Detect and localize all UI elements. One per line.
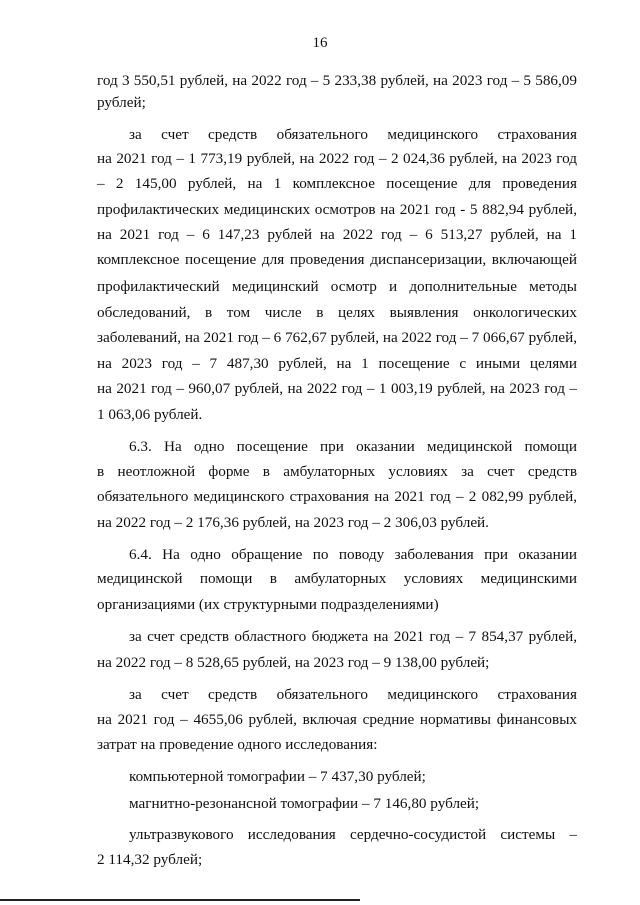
text-line-12: на 2023 год – 7 487,30 рублей, на 1 посещение с иными целями [97,355,577,372]
bottom-rule [0,899,360,901]
text-line-4: на 2021 год – 1 773,19 рублей, на 2022 год – 2 024,36 рублей, на 2023 год [97,150,577,167]
text-line-8: комплексное посещение для проведения диспансеризации, включающей [97,251,577,268]
text-line-10: обследований, в том числе в целях выявления онкологических [97,304,577,321]
text-line-27: компьютерной томографии – 7 437,30 рублей; [129,768,426,785]
text-line-15: 6.3. На одно посещение при оказании медицинской помощи [129,438,577,455]
text-line-5: – 2 145,00 рублей, на 1 комплексное посещение для проведения [97,175,577,192]
text-line-30: 2 114,32 рублей; [97,851,203,868]
text-line-3: за счет средств обязательного медицинского страхования [129,126,577,143]
text-line-25: на 2021 год – 4655,06 рублей, включая средние нормативы финансовых [97,711,577,728]
text-line-9: профилактический медицинский осмотр и дополнительные методы [97,278,577,295]
text-line-21: организациями (их структурными подразделениями) [97,596,439,613]
text-line-1: год 3 550,51 рублей, на 2022 год – 5 233,38 рублей, на 2023 год – 5 586,09 [97,72,577,89]
text-line-24: за счет средств обязательного медицинского страхования [129,686,577,703]
text-line-26: затрат на проведение одного исследования: [97,736,378,753]
page-number: 16 [312,35,328,51]
text-line-14: 1 063,06 рублей. [97,406,203,423]
text-line-2: рублей; [97,94,146,111]
text-line-29: ультразвукового исследования сердечно-сосудистой системы – [129,826,577,843]
text-line-11: заболеваний, на 2021 год – 6 762,67 рублей, на 2022 год – 7 066,67 рублей, [97,329,577,346]
text-line-17: обязательного медицинского страхования на 2021 год – 2 082,99 рублей, [97,488,577,505]
text-line-13: на 2021 год – 960,07 рублей, на 2022 год – 1 003,19 рублей, на 2023 год – [97,380,577,397]
text-line-18: на 2022 год – 2 176,36 рублей, на 2023 год – 2 306,03 рублей. [97,514,489,531]
text-line-28: магнитно-резонансной томографии – 7 146,80 рублей; [129,795,480,812]
text-line-22: за счет средств областного бюджета на 2021 год – 7 854,37 рублей, [129,628,577,645]
text-line-16: в неотложной форме в амбулаторных условиях за счет средств [97,463,577,480]
text-line-6: профилактических медицинских осмотров на 2021 год - 5 882,94 рублей, [97,201,577,218]
text-line-23: на 2022 год – 8 528,65 рублей, на 2023 год – 9 138,00 рублей; [97,654,490,671]
text-line-20: медицинской помощи в амбулаторных условиях медицинскими [97,570,577,587]
text-line-7: на 2021 год – 6 147,23 рублей на 2022 год – 6 513,27 рублей, на 1 [97,226,577,243]
text-line-19: 6.4. На одно обращение по поводу заболевания при оказании [129,546,577,563]
